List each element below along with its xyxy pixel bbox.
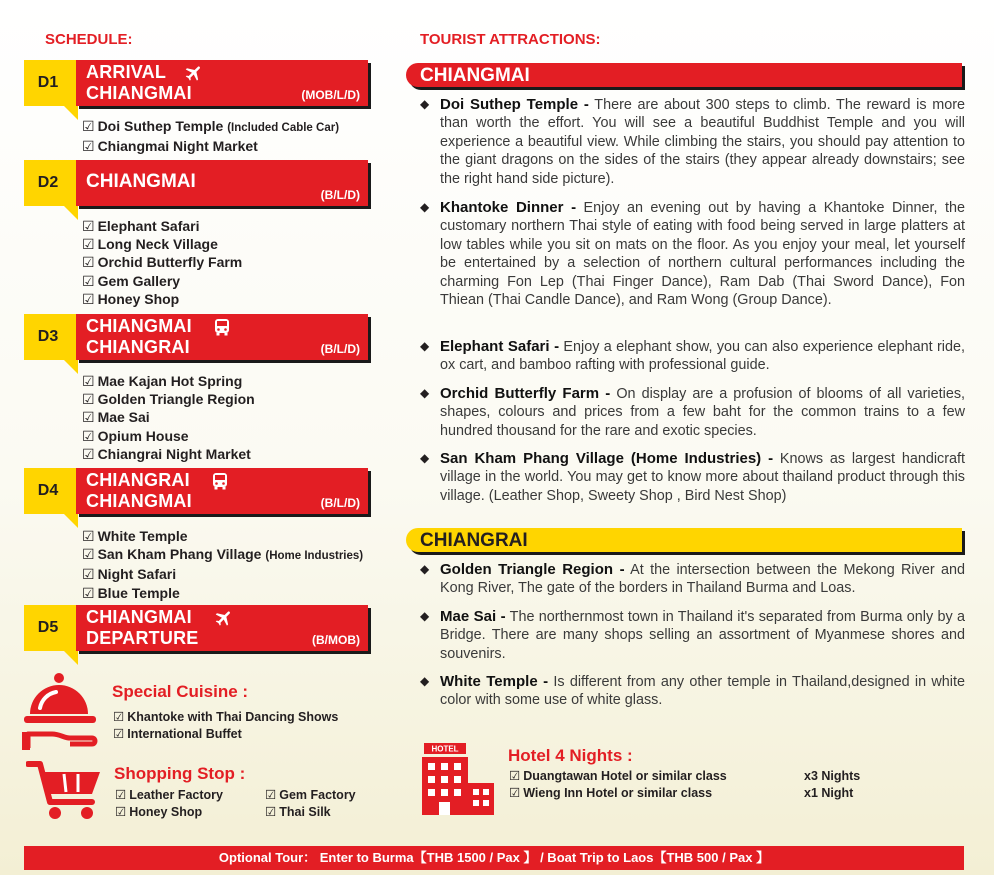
attraction-text: Is different from any other temple in Thailand,designed in white color with some use of white glass. <box>440 674 965 709</box>
attraction-text: Enjoy a elephant show, you can also experience elephant ride, ox cart, and bamboo rafting with professional guide. <box>440 339 965 374</box>
day-line-2: CHIANGRAI <box>86 337 190 357</box>
list-item: ☑ Doi Suthep Temple (Included Cable Car) <box>82 118 340 134</box>
attraction-title: White Temple - <box>440 673 549 690</box>
day-3-activities <box>82 372 255 463</box>
checkbox-icon: ☑ <box>82 427 95 444</box>
attraction-item <box>420 561 965 598</box>
checkbox-icon: ☑ <box>265 788 277 802</box>
attraction-text: Enjoy an evening out by having a Khantoke Dinner, the customary northern Thai style of eating with food being served in large platters at low tables while you sit on mats on the floor. As you enjoy your meal, let yourself be entertained by a selection of northern cultural performances including the charming Fon Lep (Thai Finger Dance), Ram Dab (Thai Sword Dance), Fon Thiean (Thai Candle Dance), and Ram Wong (Group Dance). <box>440 200 965 309</box>
list-item: ☑ Long Neck Village <box>82 236 218 253</box>
special-cuisine-title: Special Cuisine : <box>112 682 249 701</box>
attraction-text: The northernmost town in Thailand it's separated from Burma only by a Bridge. There are many shops selling an assortment of Myanmese shores and souvenirs. <box>440 609 965 662</box>
day-tag: D3 <box>24 314 76 360</box>
day-1-activities <box>82 117 339 155</box>
attraction-text: On display are a profusion of blooms of all varieties, shapes, colours and prices from a few baht for the common trains to a few hundred thousand for the rare and exotic species. <box>440 386 966 439</box>
nights-value: x1 Night <box>804 786 854 800</box>
list-item: ☑ Chiangmai Night Market <box>82 138 258 155</box>
day-line-1: ARRIVAL <box>86 62 167 82</box>
hotel-title: Hotel 4 Nights : <box>508 746 633 765</box>
checkbox-icon: ☑ <box>113 727 125 741</box>
day-5-banner <box>24 605 368 651</box>
day-tag: D4 <box>24 468 76 514</box>
day-2-banner <box>24 160 368 206</box>
attraction-text: There are about 300 steps to climb. The reward is more than worth the effort. You will see a beautiful Buddhist Temple and you will experience a beautiful view. While climbing the stairs, you should pay attention to the giant dragons on the sides of the stairs (they appear already downstairs; see the right hand side picture). <box>440 97 965 187</box>
meal-code: (B/L/D) <box>320 496 360 510</box>
day-tag: D5 <box>24 605 76 651</box>
list-item: ☑ Gem Gallery <box>82 272 181 289</box>
attraction-text: At the intersection between the Mekong River and Kong River, The gate of the borders in Thailand Burma and Loas. <box>440 562 965 597</box>
plane-icon <box>214 608 234 628</box>
checkbox-icon: ☑ <box>82 236 95 253</box>
day-tag: D1 <box>24 60 76 106</box>
diamond-bullet-icon: ◆ <box>420 97 430 111</box>
attraction-item <box>420 96 965 188</box>
day-4-banner <box>24 468 368 514</box>
optional-tour-banner: Optional Tour： Enter to Burma【THB 1500 / Pax 】 / Boat Trip to Laos【THB 500 / Pax 】 <box>24 846 964 870</box>
list-item: ☑ Opium House <box>82 427 189 444</box>
diamond-bullet-icon: ◆ <box>420 386 430 400</box>
attraction-item <box>420 673 965 710</box>
checkbox-icon: ☑ <box>113 710 125 724</box>
shopping-cart-icon <box>26 760 104 822</box>
diamond-bullet-icon: ◆ <box>420 339 430 353</box>
meal-code: (B/L/D) <box>320 188 360 202</box>
hotel-list <box>509 768 727 802</box>
day-line-2: CHIANGMAI <box>86 491 192 511</box>
attraction-title: Golden Triangle Region - <box>440 561 625 578</box>
attraction-title: San Kham Phang Village (Home Industries) - <box>440 450 774 467</box>
list-item: ☑ International Buffet <box>113 727 242 741</box>
day-line-2: CHIANGMAI <box>86 83 192 103</box>
list-item: ☑ Duangtawan Hotel or similar class <box>509 769 727 783</box>
list-item: ☑ White Temple <box>82 528 188 544</box>
list-item: ☑ Chiangrai Night Market <box>82 445 251 462</box>
day-tag: D2 <box>24 160 76 206</box>
day-line-1: CHIANGMAI <box>86 316 192 336</box>
checkbox-icon: ☑ <box>82 546 95 563</box>
checkbox-icon: ☑ <box>509 786 521 800</box>
checkbox-icon: ☑ <box>82 373 95 389</box>
list-item: ☑ Leather Factory <box>115 788 223 802</box>
checkbox-icon: ☑ <box>82 254 95 271</box>
list-item: ☑ Mae Sai <box>82 409 150 426</box>
meal-code: (MOB/L/D) <box>301 88 360 102</box>
list-item: ☑ Khantoke with Thai Dancing Shows <box>113 710 339 724</box>
attraction-item <box>420 199 965 309</box>
day-line-1: CHIANGRAI <box>86 470 190 490</box>
attraction-item <box>420 385 965 440</box>
shopping-stop-title: Shopping Stop : <box>114 764 246 783</box>
attraction-item <box>420 338 965 375</box>
shopping-list-col-2 <box>265 787 356 821</box>
nights-value: x3 Nights <box>804 769 861 783</box>
list-item: ☑ Night Safari <box>82 566 177 583</box>
list-item: ☑ San Kham Phang Village (Home Industries) <box>82 546 364 563</box>
attraction-item <box>420 608 965 663</box>
attraction-title: Orchid Butterfly Farm - <box>440 385 611 402</box>
list-item: ☑ Gem Factory <box>265 788 356 802</box>
region-title: CHIANGMAI <box>420 65 530 86</box>
meal-code: (B/MOB) <box>312 633 360 647</box>
list-item: ☑ Orchid Butterfly Farm <box>82 254 243 271</box>
attractions-heading: TOURIST ATTRACTIONS: <box>420 31 601 48</box>
checkbox-icon: ☑ <box>82 290 95 307</box>
day-3-banner <box>24 314 368 360</box>
diamond-bullet-icon: ◆ <box>420 200 430 214</box>
checkbox-icon: ☑ <box>82 138 95 155</box>
hotel-nights-list <box>804 768 860 802</box>
meal-code: (B/L/D) <box>320 342 360 356</box>
region-title: CHIANGRAI <box>420 530 528 551</box>
hotel-sign-text: HOTEL <box>431 744 459 754</box>
checkbox-icon: ☑ <box>82 445 95 462</box>
checkbox-icon: ☑ <box>82 409 95 426</box>
list-item: ☑ Honey Shop <box>115 805 203 819</box>
checkbox-icon: ☑ <box>82 272 95 289</box>
list-item: ☑ Blue Temple <box>82 584 180 601</box>
checkbox-icon: ☑ <box>82 391 95 408</box>
day-4-activities <box>82 527 363 602</box>
attraction-title: Elephant Safari - <box>440 338 560 355</box>
day-2-activities <box>82 217 242 308</box>
day-line-2: DEPARTURE <box>86 628 199 648</box>
hotel-building-icon <box>420 743 496 815</box>
checkbox-icon: ☑ <box>115 805 127 819</box>
schedule-heading: SCHEDULE: <box>45 31 133 48</box>
list-item: ☑ Golden Triangle Region <box>82 391 255 408</box>
checkbox-icon: ☑ <box>509 769 521 783</box>
checkbox-icon: ☑ <box>82 118 95 134</box>
day-line-1: CHIANGMAI <box>86 607 192 627</box>
diamond-bullet-icon: ◆ <box>420 674 430 688</box>
bus-icon <box>212 472 228 490</box>
serving-cloche-icon <box>22 672 104 752</box>
checkbox-icon: ☑ <box>82 528 95 544</box>
attraction-title: Doi Suthep Temple - <box>440 96 589 113</box>
list-item: ☑ Thai Silk <box>265 805 331 819</box>
attraction-item <box>420 450 965 505</box>
attraction-title: Mae Sai - <box>440 608 506 625</box>
checkbox-icon: ☑ <box>115 788 127 802</box>
plane-icon <box>184 63 204 83</box>
checkbox-icon: ☑ <box>265 805 277 819</box>
diamond-bullet-icon: ◆ <box>420 609 430 623</box>
diamond-bullet-icon: ◆ <box>420 562 430 576</box>
checkbox-icon: ☑ <box>82 584 95 601</box>
shopping-list-col-1 <box>115 787 223 821</box>
bus-icon <box>214 318 230 336</box>
diamond-bullet-icon: ◆ <box>420 451 430 465</box>
list-item: ☑ Mae Kajan Hot Spring <box>82 373 243 389</box>
list-item: ☑ Wieng Inn Hotel or similar class <box>509 786 713 800</box>
list-item: ☑ Honey Shop <box>82 290 180 307</box>
attraction-text: Knows as largest handicraft village in the world. You may get to know more about thailand product through this village. (Leather Shop, Sweety Shop , Bird Nest Shop) <box>440 451 966 504</box>
day-line-1: CHIANGMAI <box>86 171 196 192</box>
list-item: ☑ Elephant Safari <box>82 218 200 234</box>
checkbox-icon: ☑ <box>82 218 95 234</box>
attraction-title: Khantoke Dinner - <box>440 199 577 216</box>
day-1-banner <box>24 60 368 106</box>
cuisine-list <box>113 709 338 743</box>
checkbox-icon: ☑ <box>82 566 95 583</box>
